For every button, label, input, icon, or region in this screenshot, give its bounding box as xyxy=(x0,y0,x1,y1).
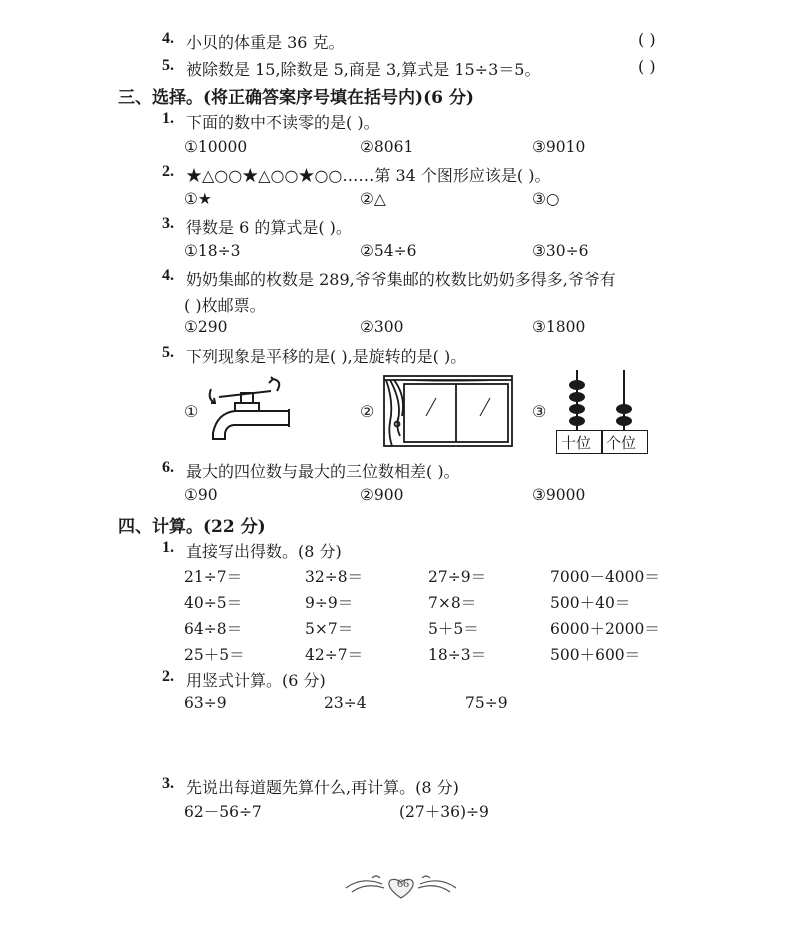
choice-q6-number: 6. xyxy=(162,459,174,476)
section-choice-heading: 三、选择。(将正确答案序号填在括号内)(6 分) xyxy=(118,88,474,108)
choice-q4-option-2[interactable]: ②300 xyxy=(360,318,404,336)
oral-calc-item[interactable]: 500＋40＝ xyxy=(550,594,631,612)
oral-calc-item[interactable]: 40÷5＝ xyxy=(184,594,243,612)
judge-q5-number: 5. xyxy=(162,57,174,74)
oral-calc-item[interactable]: 42÷7＝ xyxy=(305,646,364,664)
abacus-bead xyxy=(616,416,632,426)
choice-q1-option-1[interactable]: ①10000 xyxy=(184,138,248,156)
calc-q3-number: 3. xyxy=(162,775,174,792)
choice-q3-option-1[interactable]: ①18÷3 xyxy=(184,242,241,260)
choice-q4-text: 奶奶集邮的枚数是 289,爷爷集邮的枚数比奶奶多得多,爷爷有 xyxy=(186,270,616,289)
oral-calc-item[interactable]: 7000－4000＝ xyxy=(550,568,660,586)
oral-calc-item[interactable]: 7×8＝ xyxy=(428,594,477,612)
oral-calc-item[interactable]: 27÷9＝ xyxy=(428,568,487,586)
oral-calc-item[interactable]: 5×7＝ xyxy=(305,620,354,638)
judge-q4-number: 4. xyxy=(162,30,174,47)
choice-q3-number: 3. xyxy=(162,215,174,232)
choice-q4-text-continued: ( )枚邮票。 xyxy=(184,296,266,315)
choice-q2-option-2[interactable]: ②△ xyxy=(360,190,386,208)
calc-q2-text: 用竖式计算。(6 分) xyxy=(186,671,326,690)
choice-q1-text: 下面的数中不读零的是( )。 xyxy=(186,113,380,132)
calc-q3-text: 先说出每道题先算什么,再计算。(8 分) xyxy=(186,778,459,797)
abacus-base-divider xyxy=(601,431,603,453)
calc-q1-number: 1. xyxy=(162,539,174,556)
abacus-bead xyxy=(569,416,585,426)
calc-q1-text: 直接写出得数。(8 分) xyxy=(186,542,342,561)
choice-q6-text: 最大的四位数与最大的三位数相差( )。 xyxy=(186,462,460,481)
abacus-base xyxy=(556,430,648,454)
window-curtain-icon xyxy=(380,372,516,450)
vertical-calc-item[interactable]: 63÷9 xyxy=(184,694,227,712)
oral-calc-item[interactable]: 5＋5＝ xyxy=(428,620,479,638)
calc-q2-number: 2. xyxy=(162,668,174,685)
judge-q5-text: 被除数是 15,除数是 5,商是 3,算式是 15÷3＝5。 xyxy=(186,60,541,79)
choice-q2-text: ★△○○★△○○★○○……第 34 个图形应该是( )。 xyxy=(186,166,551,185)
oral-calc-item[interactable]: 500＋600＝ xyxy=(550,646,641,664)
choice-q6-option-2[interactable]: ②900 xyxy=(360,486,404,504)
choice-q1-number: 1. xyxy=(162,110,174,127)
faucet-icon xyxy=(205,375,295,445)
choice-q6-option-3[interactable]: ③9000 xyxy=(532,486,586,504)
oral-calc-item[interactable]: 18÷3＝ xyxy=(428,646,487,664)
abacus-diagram xyxy=(556,370,648,454)
abacus-bead xyxy=(616,404,632,414)
abacus-bead xyxy=(569,380,585,390)
step-calc-item[interactable]: (27＋36)÷9 xyxy=(399,803,489,821)
judge-q4-text: 小贝的体重是 36 克。 xyxy=(186,33,345,52)
oral-calc-item[interactable]: 64÷8＝ xyxy=(184,620,243,638)
oral-calc-item[interactable]: 25＋5＝ xyxy=(184,646,245,664)
choice-q5-mark-3[interactable]: ③ xyxy=(532,402,547,421)
choice-q2-option-1[interactable]: ①★ xyxy=(184,190,212,208)
choice-q4-option-3[interactable]: ③1800 xyxy=(532,318,586,336)
vertical-calc-item[interactable]: 75÷9 xyxy=(465,694,508,712)
judge-q5-answer-blank[interactable]: ( ) xyxy=(638,57,656,76)
page-number: 66 xyxy=(397,876,409,890)
choice-q5-mark-1[interactable]: ① xyxy=(184,402,199,421)
choice-q3-option-2[interactable]: ②54÷6 xyxy=(360,242,417,260)
choice-q5-text: 下列现象是平移的是( ),是旋转的是( )。 xyxy=(186,347,467,366)
choice-q5-mark-2[interactable]: ② xyxy=(360,402,375,421)
choice-q1-option-2[interactable]: ②8061 xyxy=(360,138,414,156)
choice-q3-text: 得数是 6 的算式是( )。 xyxy=(186,218,352,237)
abacus-bead xyxy=(569,392,585,402)
choice-q2-option-3[interactable]: ③○ xyxy=(532,190,560,208)
choice-q1-option-3[interactable]: ③9010 xyxy=(532,138,586,156)
abacus-label-ones: 个位 xyxy=(606,434,637,452)
choice-q6-option-1[interactable]: ①90 xyxy=(184,486,218,504)
step-calc-item[interactable]: 62－56÷7 xyxy=(184,803,262,821)
choice-q4-number: 4. xyxy=(162,267,174,284)
abacus-bead xyxy=(569,404,585,414)
oral-calc-item[interactable]: 6000＋2000＝ xyxy=(550,620,660,638)
choice-q2-number: 2. xyxy=(162,163,174,180)
judge-q4-answer-blank[interactable]: ( ) xyxy=(638,30,656,49)
oral-calc-item[interactable]: 9÷9＝ xyxy=(305,594,354,612)
choice-q4-option-1[interactable]: ①290 xyxy=(184,318,228,336)
section-calc-heading: 四、计算。(22 分) xyxy=(118,517,266,537)
oral-calc-item[interactable]: 32÷8＝ xyxy=(305,568,364,586)
vertical-calc-item[interactable]: 23÷4 xyxy=(324,694,367,712)
abacus-label-tens: 十位 xyxy=(561,434,592,452)
choice-q5-number: 5. xyxy=(162,344,174,361)
choice-q3-option-3[interactable]: ③30÷6 xyxy=(532,242,589,260)
oral-calc-item[interactable]: 21÷7＝ xyxy=(184,568,243,586)
